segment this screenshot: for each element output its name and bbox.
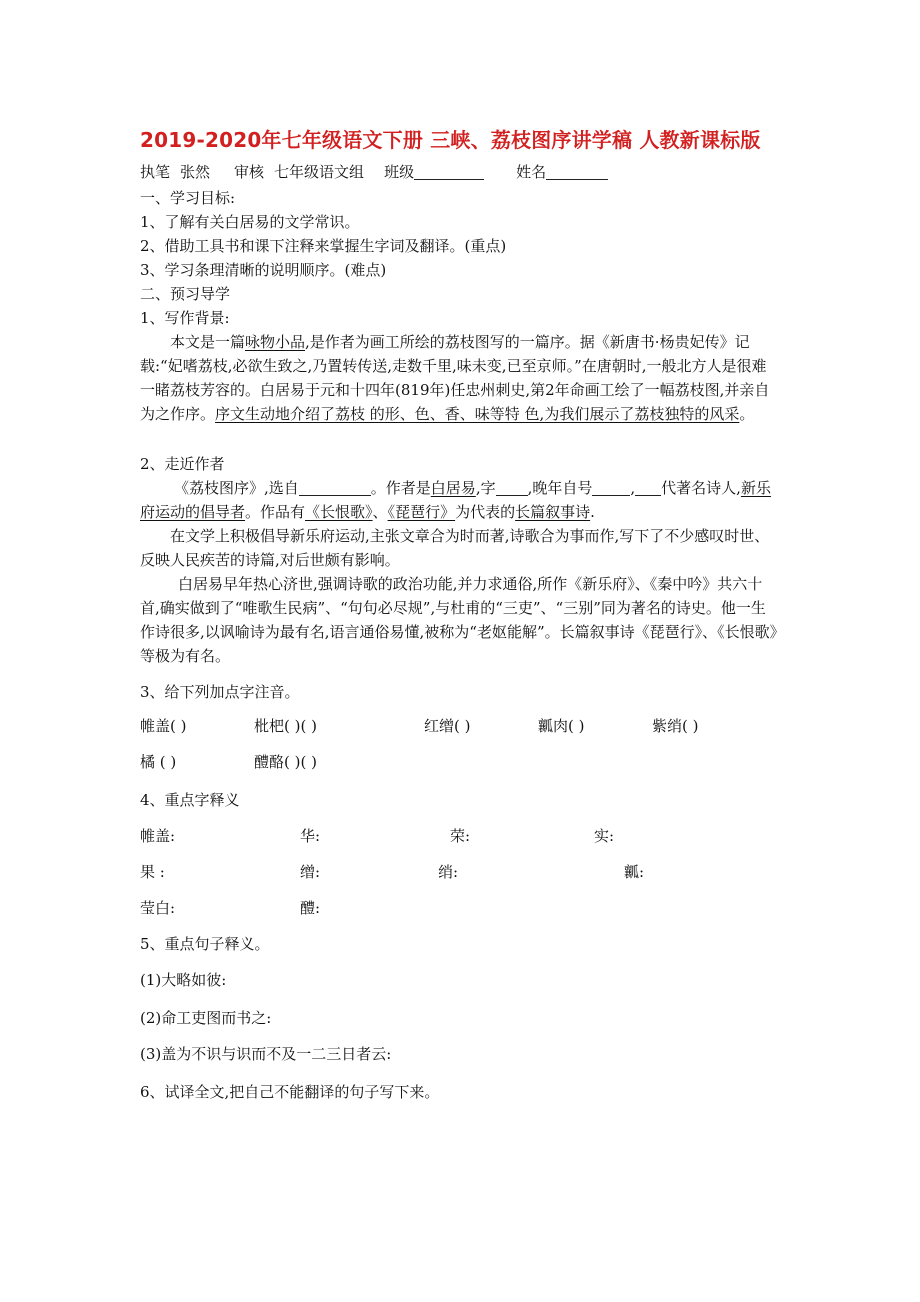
goal-2: 2、借助工具书和课下注释来掌握生字词及翻译。(重点) bbox=[140, 237, 507, 255]
au-author-name: 白居易 bbox=[430, 479, 476, 497]
pinyin-item: 橘 ( ) bbox=[140, 753, 177, 771]
background-heading: 1、写作背景: bbox=[140, 309, 230, 327]
word-item: 瓤: bbox=[624, 863, 645, 881]
bg-underline-2: 序文生动地介绍了荔枝 的形、色、香、味等特 色,为我们展示了荔枝独特的风采 bbox=[215, 405, 740, 423]
background-paragraph bbox=[140, 330, 780, 426]
au-underline-genre: 长篇叙事诗 bbox=[515, 503, 591, 521]
word-item: 实: bbox=[594, 827, 615, 845]
sentence-3: (3)盖为不识与识而不及一二三日者云: bbox=[140, 1045, 392, 1063]
pinyin-row-1 bbox=[140, 714, 780, 738]
author-paragraph-3: 白居易早年热心济世,强调诗歌的政治功能,并力求通俗,所作《新乐府》、《秦中吟》共六十首,确实做到了“唯歌生民病”、“句句必尽规”,与杜甫的“三吏”、“三别”同为著名的诗史。他一生作诗很多,以讽喻诗为最有名,语言通俗易懂,被称为“老妪能解”。长篇叙事诗《琵琶行》、《长恨歌》等极为有名。 bbox=[140, 575, 778, 665]
pinyin-item: 红缯( ) bbox=[424, 717, 471, 735]
au-text-8: 、 bbox=[372, 503, 388, 521]
pinyin-item: 醴酪( )( ) bbox=[254, 753, 317, 771]
pen-name-blank[interactable] bbox=[592, 479, 630, 496]
class-blank[interactable] bbox=[414, 163, 484, 180]
reviewer-label: 审核 bbox=[234, 163, 265, 181]
sentence-1: (1)大略如彼: bbox=[140, 971, 227, 989]
pinyin-heading: 3、给下列加点字注音。 bbox=[140, 683, 300, 701]
bg-text-2: ,是作者为画工所绘的荔枝图写的一篇序。据《新唐书·杨贵妃传》记载:“妃嗜荔枝,必欲生致之,乃置转传送,走数千里,味未变,已至京师。”在唐朝时,一般北方人是很难一睹荔枝芳容的。白居易于元和十四年(819年)任忠州刺史,第2年命画工绘了一幅荔枝图,并亲自为之作序。 bbox=[140, 333, 770, 423]
bg-text-1: 本文是一篇 bbox=[170, 333, 246, 351]
author-name: 张然 bbox=[180, 163, 211, 181]
word-item: 华: bbox=[300, 827, 321, 845]
words-heading: 4、重点字释义 bbox=[140, 791, 240, 809]
author-paragraph-2: 在文学上积极倡导新乐府运动,主张文章合为时而著,诗歌合为事而作,写下了不少感叹时世、反映人民疾苦的诗篇,对后世颇有影响。 bbox=[140, 527, 770, 569]
word-item: 荣: bbox=[450, 827, 471, 845]
au-text-1: 《荔枝图序》,选自 bbox=[174, 479, 299, 497]
word-item: 莹白: bbox=[140, 899, 176, 917]
meta-line bbox=[140, 160, 608, 184]
au-text-9: 为代表的 bbox=[455, 503, 516, 521]
section2-heading: 二、预习导学 bbox=[140, 285, 231, 303]
au-text-7: 。作品有 bbox=[245, 503, 306, 521]
au-underline-work-2: 《琵琶行》 bbox=[387, 503, 456, 521]
words-row-3 bbox=[140, 896, 780, 920]
goal-3: 3、学习条理清晰的说明顺序。(难点) bbox=[140, 261, 387, 279]
reviewer-name: 七年级语文组 bbox=[274, 163, 365, 181]
words-row-1 bbox=[140, 824, 780, 848]
au-text-2: 。作者是 bbox=[370, 479, 431, 497]
source-blank[interactable] bbox=[299, 479, 371, 496]
sentence-2: (2)命工吏图而书之: bbox=[140, 1009, 272, 1027]
translate-heading: 6、试译全文,把自己不能翻译的句子写下来。 bbox=[140, 1083, 440, 1101]
goal-1: 1、了解有关白居易的文学常识。 bbox=[140, 213, 360, 231]
words-row-2 bbox=[140, 860, 780, 884]
name-blank[interactable] bbox=[546, 163, 608, 180]
au-text-3: ,字 bbox=[475, 479, 496, 497]
word-item: 帷盖: bbox=[140, 827, 176, 845]
bg-text-3: 。 bbox=[739, 405, 755, 423]
document-title: 2019-2020年七年级语文下册 三峡、荔枝图序讲学稿 人教新课标版 bbox=[140, 128, 761, 152]
pinyin-item: 紫绡( ) bbox=[652, 717, 699, 735]
au-text-5: , bbox=[630, 479, 636, 497]
word-item: 果 : bbox=[140, 863, 165, 881]
dynasty-blank[interactable] bbox=[635, 479, 661, 496]
sentences-heading: 5、重点句子释义。 bbox=[140, 935, 270, 953]
author-paragraph bbox=[140, 476, 782, 524]
courtesy-name-blank[interactable] bbox=[496, 479, 528, 496]
au-underline-movement: 新乐府运动的倡导者 bbox=[140, 479, 771, 521]
au-text-10: . bbox=[590, 503, 595, 521]
class-label: 班级 bbox=[384, 163, 415, 181]
pinyin-item: 瓤肉( ) bbox=[538, 717, 585, 735]
bg-underline-1: 咏物小品 bbox=[245, 333, 306, 351]
au-text-4: ,晚年自号 bbox=[527, 479, 593, 497]
word-item: 绡: bbox=[438, 863, 459, 881]
pinyin-item: 帷盖( ) bbox=[140, 717, 187, 735]
name-label: 姓名 bbox=[516, 163, 547, 181]
author-heading: 2、走近作者 bbox=[140, 455, 225, 473]
author-label: 执笔 bbox=[140, 163, 171, 181]
word-item: 醴: bbox=[300, 899, 321, 917]
au-text-6: 代著名诗人, bbox=[661, 479, 741, 497]
section1-heading: 一、学习目标: bbox=[140, 189, 236, 207]
pinyin-row-2 bbox=[140, 750, 780, 774]
word-item: 缯: bbox=[300, 863, 321, 881]
au-underline-work-1: 《长恨歌》 bbox=[305, 503, 373, 521]
pinyin-item: 枇杷( )( ) bbox=[254, 717, 317, 735]
